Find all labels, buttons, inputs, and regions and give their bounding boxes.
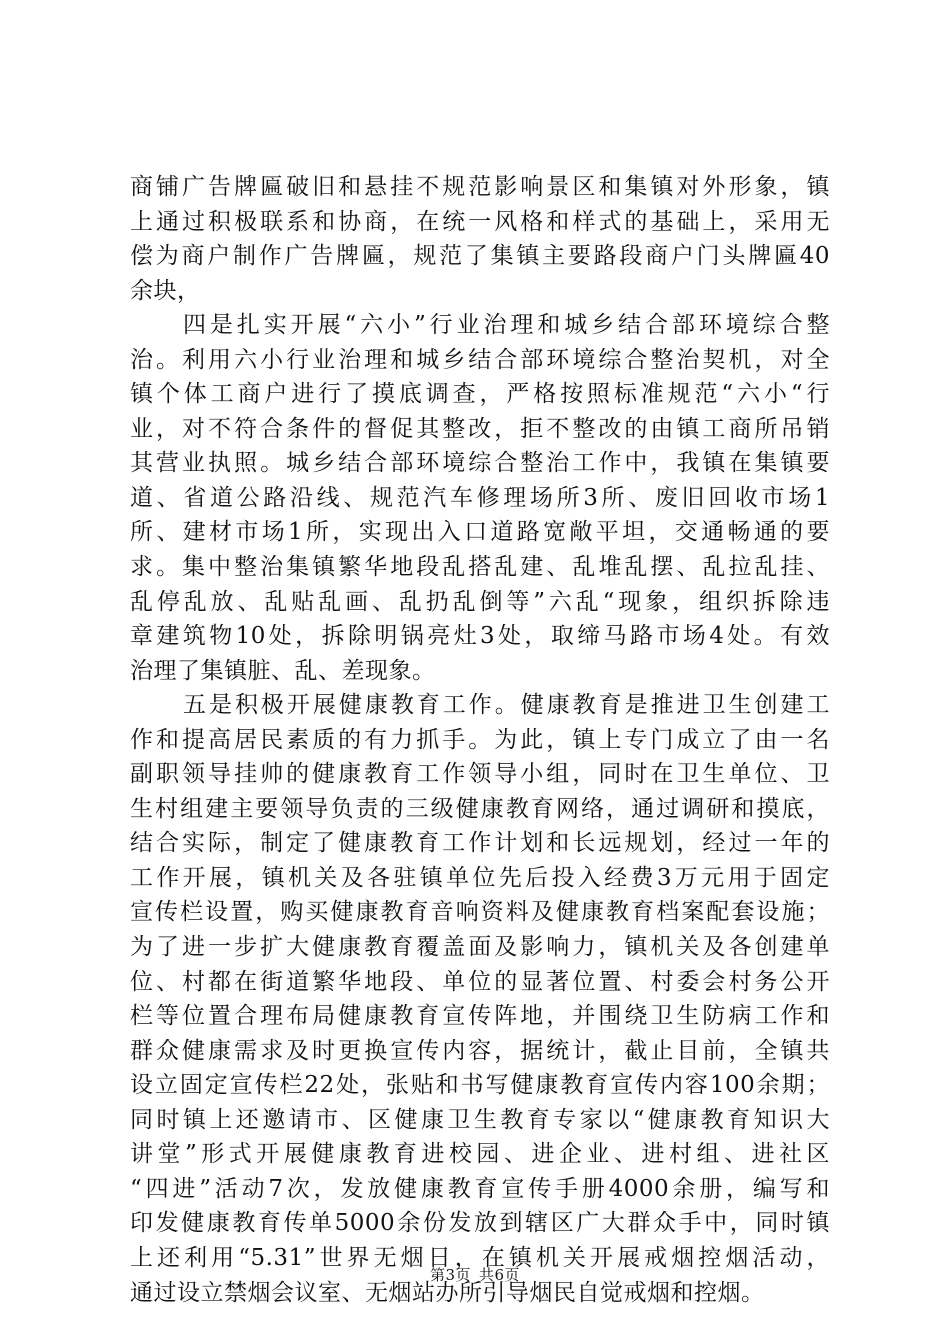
text-line: “四进”活动7次，发放健康教育宣传手册4000余册，编写和: [130, 1175, 830, 1202]
paragraph-start-line: 四是扎实开展“六小”行业治理和城乡结合部环境综合整: [183, 312, 830, 339]
text-line: 为了进一步扩大健康教育覆盖面及影响力，镇机关及各创建单: [130, 934, 830, 961]
text-line: 群众健康需求及时更换宣传内容，据统计，截止目前，全镇共: [130, 1037, 830, 1064]
text-line: 上通过积极联系和协商，在统一风格和样式的基础上，采用无: [130, 208, 830, 235]
text-line: 业，对不符合条件的督促其整改，拒不整改的由镇工商所吊销: [130, 415, 830, 442]
text-line: 上还利用“5.31”世界无烟日，在镇机关开展戒烟控烟活动，: [130, 1244, 830, 1271]
text-line: 其营业执照。城乡结合部环境综合整治工作中，我镇在集镇要: [130, 450, 830, 477]
text-line: 所、建材市场1所，实现出入口道路宽敞平坦，交通畅通的要: [130, 519, 830, 546]
text-line: 生村组建主要领导负责的三级健康教育网络，通过调研和摸底，: [130, 795, 830, 822]
text-line: 商铺广告牌匾破旧和悬挂不规范影响景区和集镇对外形象，镇: [130, 174, 830, 200]
text-line: 章建筑物10处，拆除明锅亮灶3处，取缔马路市场4处。有效: [130, 623, 830, 650]
text-line: 乱停乱放、乱贴乱画、乱扔乱倒等”六乱“现象，组织拆除违: [130, 588, 830, 615]
page-number: 第3页: [429, 1266, 471, 1284]
text-line: 治理了集镇脏、乱、差现象。: [130, 657, 436, 684]
text-line: 设立固定宣传栏22处，张贴和书写健康教育宣传内容100余期；: [130, 1072, 830, 1099]
paragraph-start-line: 五是积极开展健康教育工作。健康教育是推进卫生创建工: [183, 692, 830, 719]
text-line: 印发健康教育传单5000余份发放到辖区广大群众手中，同时镇: [130, 1210, 830, 1237]
text-line: 余块，: [130, 277, 201, 304]
text-line: 镇个体工商户进行了摸底调查，严格按照标准规范“六小“行: [130, 381, 830, 408]
text-line: 作和提高居民素质的有力抓手。为此，镇上专门成立了由一名: [130, 726, 830, 753]
page-total: 共6页: [479, 1266, 521, 1284]
document-body: [130, 170, 830, 1310]
text-line: 栏等位置合理布局健康教育宣传阵地，并围绕卫生防病工作和: [130, 1003, 830, 1030]
text-line: 讲堂”形式开展健康教育进校园、进企业、进村组、进社区: [130, 1141, 830, 1168]
text-line: 位、村都在街道繁华地段、单位的显著位置、村委会村务公开: [130, 968, 830, 995]
text-line: 通过设立禁烟会议室、无烟站办所引导烟民自觉戒烟和控烟。: [130, 1279, 765, 1306]
text-line: 副职领导挂帅的健康教育工作领导小组，同时在卫生单位、卫: [130, 761, 830, 788]
text-line: 同时镇上还邀请市、区健康卫生教育专家以“健康教育知识大: [130, 1106, 830, 1133]
text-line: 治。利用六小行业治理和城乡结合部环境综合整治契机，对全: [130, 346, 830, 373]
text-line: 道、省道公路沿线、规范汽车修理场所3所、废旧回收市场1: [130, 484, 830, 511]
page-footer: [0, 1264, 950, 1285]
text-line: 宣传栏设置，购买健康教育音响资料及健康教育档案配套设施；: [130, 899, 830, 926]
text-line: 求。集中整治集镇繁华地段乱搭乱建、乱堆乱摆、乱拉乱挂、: [130, 554, 830, 581]
text-line: 工作开展，镇机关及各驻镇单位先后投入经费3万元用于固定: [130, 864, 830, 891]
text-line: 结合实际，制定了健康教育工作计划和长远规划，经过一年的: [130, 830, 830, 857]
text-line: 偿为商户制作广告牌匾，规范了集镇主要路段商户门头牌匾40: [130, 243, 830, 270]
